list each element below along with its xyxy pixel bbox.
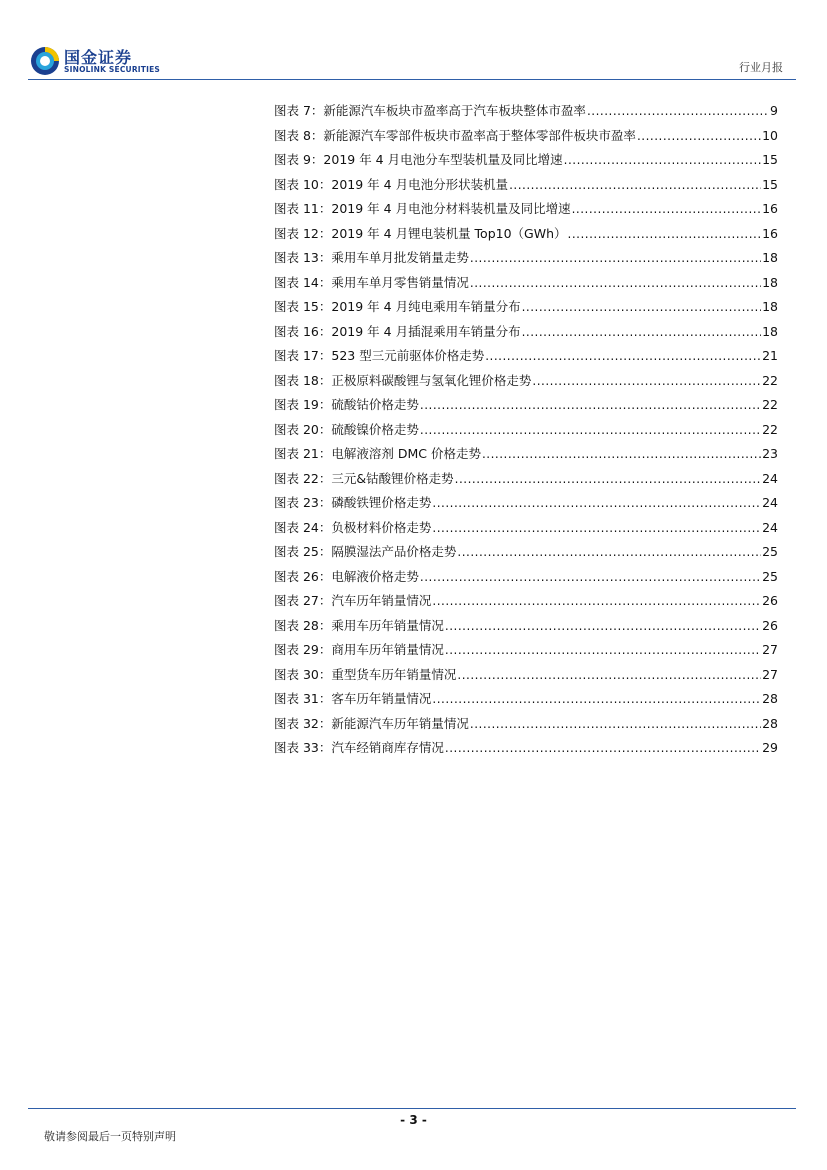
toc-entry-title: 图表 16：2019 年 4 月插混乘用车销量分布 — [274, 323, 521, 339]
toc-entry-page: 23 — [762, 446, 778, 461]
toc-entry-title: 图表 27：汽车历年销量情况 — [274, 593, 432, 608]
toc-entry[interactable] — [274, 640, 778, 665]
toc-entry-page: 27 — [762, 642, 778, 657]
toc-dot-leader — [587, 104, 769, 118]
toc-entry[interactable] — [274, 469, 778, 494]
toc-dot-leader — [420, 398, 761, 412]
company-logo — [30, 44, 160, 80]
toc-entry[interactable] — [274, 567, 778, 592]
toc-entry[interactable] — [274, 714, 778, 739]
toc-entry-title: 图表 14：乘用车单月零售销量情况 — [274, 274, 469, 290]
toc-entry-title: 图表 8：新能源汽车零部件板块市盈率高于整体零部件板块市盈率 — [274, 127, 636, 143]
toc-dot-leader — [522, 300, 762, 314]
page-number: - 3 - — [400, 1113, 427, 1127]
toc-dot-leader — [470, 717, 761, 731]
sinolink-logo-icon — [30, 46, 60, 76]
toc-entry[interactable] — [274, 542, 778, 567]
report-type: 行业月报 — [739, 61, 783, 74]
table-of-figures — [274, 101, 778, 763]
toc-entry-title: 图表 18：正极原料碳酸锂与氢氧化锂价格走势 — [274, 372, 532, 388]
toc-entry-page: 24 — [762, 470, 778, 486]
toc-entry-page: 18 — [762, 250, 778, 265]
page-header — [0, 0, 827, 80]
toc-entry-title: 图表 11：2019 年 4 月电池分材料装机量及同比增速 — [274, 201, 571, 216]
toc-entry-title: 图表 23：磷酸铁锂价格走势 — [274, 495, 432, 510]
disclaimer-text: 敬请参阅最后一页特别声明 — [44, 1130, 176, 1143]
toc-entry-title: 图表 30：重型货车历年销量情况 — [274, 666, 457, 682]
toc-entry-page: 18 — [762, 299, 778, 314]
toc-entry-page: 21 — [762, 348, 778, 363]
toc-entry-title: 图表 19：硫酸钴价格走势 — [274, 397, 419, 412]
toc-entry-page: 15 — [762, 176, 778, 192]
toc-entry-page: 22 — [762, 421, 778, 437]
toc-dot-leader — [532, 374, 761, 388]
toc-dot-leader — [420, 570, 761, 584]
toc-entry-title: 图表 20：硫酸镍价格走势 — [274, 421, 419, 437]
toc-dot-leader — [485, 349, 761, 363]
toc-entry-title: 图表 24：负极材料价格走势 — [274, 519, 432, 535]
toc-dot-leader — [572, 202, 762, 216]
toc-entry[interactable] — [274, 126, 778, 151]
toc-entry-title: 图表 33：汽车经销商库存情况 — [274, 740, 444, 755]
toc-entry-page: 26 — [762, 617, 778, 633]
toc-entry[interactable] — [274, 420, 778, 445]
toc-entry[interactable] — [274, 444, 778, 469]
toc-entry-title: 图表 31：客车历年销量情况 — [274, 691, 432, 706]
toc-dot-leader — [564, 153, 761, 167]
toc-entry[interactable] — [274, 224, 778, 249]
toc-entry-title: 图表 25：隔膜湿法产品价格走势 — [274, 544, 457, 559]
toc-entry-page: 28 — [762, 691, 778, 706]
toc-dot-leader — [522, 325, 762, 339]
toc-entry[interactable] — [274, 689, 778, 714]
toc-entry-title: 图表 26：电解液价格走势 — [274, 568, 419, 584]
toc-dot-leader — [470, 251, 761, 265]
toc-entry-title: 图表 21：电解液溶剂 DMC 价格走势 — [274, 446, 481, 461]
toc-entry-page: 22 — [762, 397, 778, 412]
toc-entry[interactable] — [274, 591, 778, 616]
toc-entry-title: 图表 10：2019 年 4 月电池分形状装机量 — [274, 176, 509, 192]
toc-entry-title: 图表 29：商用车历年销量情况 — [274, 642, 444, 657]
toc-entry-title: 图表 12：2019 年 4 月锂电装机量 Top10（GWh） — [274, 225, 567, 241]
toc-entry-page: 29 — [762, 740, 778, 755]
logo-english-name: SINOLINK SECURITIES — [64, 65, 161, 74]
toc-entry-title: 图表 17：523 型三元前驱体价格走势 — [274, 348, 485, 363]
toc-entry-page: 28 — [762, 715, 778, 731]
toc-dot-leader — [509, 178, 761, 192]
toc-entry-title: 图表 32：新能源汽车历年销量情况 — [274, 715, 469, 731]
toc-entry[interactable] — [274, 346, 778, 371]
toc-dot-leader — [445, 643, 761, 657]
toc-entry[interactable] — [274, 150, 778, 175]
toc-dot-leader — [482, 447, 761, 461]
toc-dot-leader — [432, 521, 761, 535]
toc-entry-title: 图表 15：2019 年 4 月纯电乘用车销量分布 — [274, 299, 521, 314]
toc-entry-page: 25 — [762, 568, 778, 584]
toc-entry[interactable] — [274, 248, 778, 273]
toc-entry[interactable] — [274, 322, 778, 347]
toc-entry-page: 9 — [770, 103, 778, 118]
toc-entry[interactable] — [274, 616, 778, 641]
toc-entry[interactable] — [274, 199, 778, 224]
toc-entry-page: 24 — [762, 519, 778, 535]
toc-entry-page: 22 — [762, 372, 778, 388]
toc-entry-page: 15 — [762, 152, 778, 167]
toc-entry-page: 26 — [762, 593, 778, 608]
toc-entry-page: 16 — [762, 201, 778, 216]
toc-dot-leader — [432, 692, 761, 706]
toc-dot-leader — [470, 276, 761, 290]
toc-dot-leader — [637, 129, 761, 143]
toc-entry-page: 10 — [762, 127, 778, 143]
toc-dot-leader — [455, 472, 761, 486]
toc-entry[interactable] — [274, 371, 778, 396]
toc-entry[interactable] — [274, 395, 778, 420]
toc-dot-leader — [445, 619, 761, 633]
toc-entry-page: 25 — [762, 544, 778, 559]
toc-entry[interactable] — [274, 297, 778, 322]
toc-entry-title: 图表 13：乘用车单月批发销量走势 — [274, 250, 469, 265]
toc-entry-title: 图表 9：2019 年 4 月电池分车型装机量及同比增速 — [274, 152, 563, 167]
toc-entry-page: 27 — [762, 666, 778, 682]
toc-entry-title: 图表 22：三元&钴酸锂价格走势 — [274, 470, 454, 486]
toc-entry[interactable] — [274, 175, 778, 200]
toc-entry-title: 图表 7：新能源汽车板块市盈率高于汽车板块整体市盈率 — [274, 103, 586, 118]
toc-entry-page: 18 — [762, 323, 778, 339]
toc-entry-page: 16 — [762, 225, 778, 241]
toc-entry[interactable] — [274, 493, 778, 518]
footer-divider — [28, 1108, 796, 1109]
toc-dot-leader — [457, 545, 761, 559]
toc-dot-leader — [420, 423, 761, 437]
toc-dot-leader — [445, 741, 761, 755]
toc-dot-leader — [432, 496, 761, 510]
toc-dot-leader — [568, 227, 762, 241]
toc-entry[interactable] — [274, 518, 778, 543]
toc-dot-leader — [432, 594, 761, 608]
toc-entry-page: 24 — [762, 495, 778, 510]
toc-entry-title: 图表 28：乘用车历年销量情况 — [274, 617, 444, 633]
logo-chinese-name: 国金证券 — [64, 48, 133, 67]
toc-dot-leader — [457, 668, 761, 682]
toc-entry[interactable] — [274, 665, 778, 690]
toc-entry-page: 18 — [762, 274, 778, 290]
header-divider — [28, 79, 796, 80]
toc-entry[interactable] — [274, 273, 778, 298]
toc-entry[interactable] — [274, 101, 778, 126]
toc-entry[interactable] — [274, 738, 778, 763]
